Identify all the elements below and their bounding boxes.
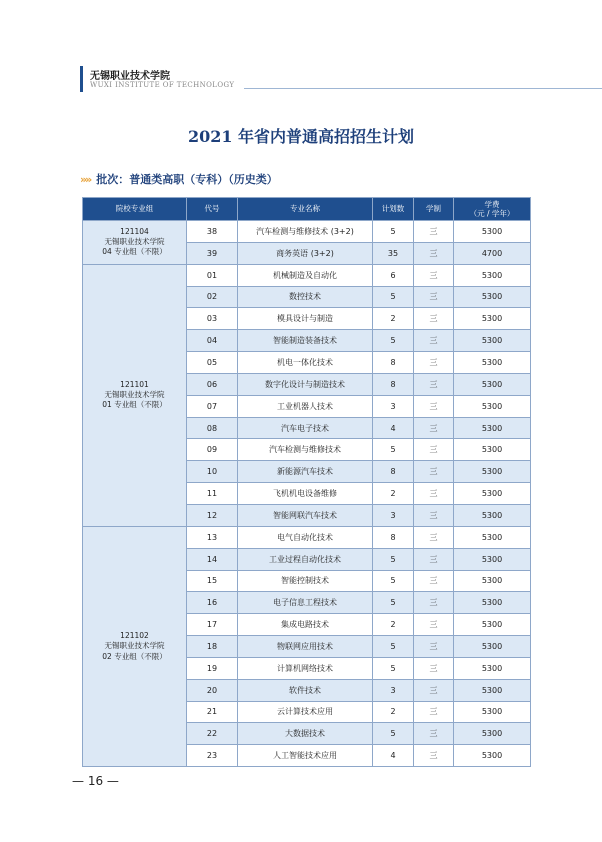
cell-fee: 5300 xyxy=(454,286,531,308)
cell-code: 11 xyxy=(187,483,238,505)
group-school: 无锡职业技术学院 xyxy=(104,390,165,400)
school-name-cn: 无锡职业技术学院 xyxy=(90,71,170,82)
cell-fee: 5300 xyxy=(454,614,531,636)
cell-name: 工业机器人技术 xyxy=(238,395,373,417)
group-cell xyxy=(83,526,187,766)
cell-code: 01 xyxy=(187,264,238,286)
cell-fee: 5300 xyxy=(454,548,531,570)
cell-code: 22 xyxy=(187,723,238,745)
cell-fee: 5300 xyxy=(454,636,531,658)
cell-name: 云计算技术应用 xyxy=(238,701,373,723)
cell-fee: 5300 xyxy=(454,701,531,723)
cell-years: 三 xyxy=(414,701,454,723)
group-school: 无锡职业技术学院 xyxy=(104,641,165,651)
cell-plan: 5 xyxy=(373,286,414,308)
cell-plan: 8 xyxy=(373,373,414,395)
cell-years: 三 xyxy=(414,330,454,352)
group-group: 04 专业组（不限） xyxy=(102,247,167,257)
cell-fee: 5300 xyxy=(454,330,531,352)
group-code: 121102 xyxy=(120,631,149,641)
cell-years: 三 xyxy=(414,417,454,439)
cell-name: 电子信息工程技术 xyxy=(238,592,373,614)
cell-years: 三 xyxy=(414,526,454,548)
page-title: 2021 年省内普通高招招生计划 xyxy=(187,127,415,146)
cell-fee: 5300 xyxy=(454,417,531,439)
cell-years: 三 xyxy=(414,308,454,330)
cell-code: 38 xyxy=(187,221,238,243)
cell-name: 模具设计与制造 xyxy=(238,308,373,330)
cell-years: 三 xyxy=(414,461,454,483)
cell-name: 汽车检测与维修技术 (3+2) xyxy=(238,221,373,243)
cell-plan: 3 xyxy=(373,395,414,417)
cell-plan: 8 xyxy=(373,526,414,548)
column-header: 专业名称 xyxy=(238,198,373,221)
cell-name: 工业过程自动化技术 xyxy=(238,548,373,570)
cell-code: 17 xyxy=(187,614,238,636)
page-number: — 16 — xyxy=(72,774,119,788)
table-row xyxy=(83,526,531,548)
cell-plan: 5 xyxy=(373,330,414,352)
cell-years: 三 xyxy=(414,723,454,745)
cell-fee: 5300 xyxy=(454,504,531,526)
school-name-en: WUXI INSTITUTE OF TECHNOLOGY xyxy=(90,81,235,89)
cell-name: 大数据技术 xyxy=(238,723,373,745)
cell-plan: 6 xyxy=(373,264,414,286)
cell-fee: 5300 xyxy=(454,679,531,701)
cell-code: 05 xyxy=(187,352,238,374)
group-school: 无锡职业技术学院 xyxy=(104,237,165,247)
cell-name: 软件技术 xyxy=(238,679,373,701)
cell-plan: 5 xyxy=(373,439,414,461)
batch-label: 批次：普通类高职（专科）（历史类） xyxy=(96,173,278,186)
cell-code: 16 xyxy=(187,592,238,614)
cell-name: 物联网应用技术 xyxy=(238,636,373,658)
cell-plan: 5 xyxy=(373,636,414,658)
cell-code: 18 xyxy=(187,636,238,658)
cell-name: 电气自动化技术 xyxy=(238,526,373,548)
cell-plan: 2 xyxy=(373,701,414,723)
cell-fee: 5300 xyxy=(454,308,531,330)
cell-fee: 5300 xyxy=(454,461,531,483)
group-cell xyxy=(83,221,187,265)
cell-fee: 4700 xyxy=(454,242,531,264)
cell-code: 20 xyxy=(187,679,238,701)
cell-years: 三 xyxy=(414,548,454,570)
cell-name: 商务英语 (3+2) xyxy=(238,242,373,264)
cell-years: 三 xyxy=(414,592,454,614)
cell-code: 23 xyxy=(187,745,238,767)
cell-plan: 5 xyxy=(373,657,414,679)
cell-fee: 5300 xyxy=(454,483,531,505)
cell-code: 07 xyxy=(187,395,238,417)
cell-fee: 5300 xyxy=(454,221,531,243)
cell-name: 飞机机电设备维修 xyxy=(238,483,373,505)
cell-fee: 5300 xyxy=(454,723,531,745)
cell-years: 三 xyxy=(414,636,454,658)
cell-fee: 5300 xyxy=(454,570,531,592)
cell-code: 12 xyxy=(187,504,238,526)
cell-fee: 5300 xyxy=(454,592,531,614)
column-header: 学制 xyxy=(414,198,454,221)
cell-years: 三 xyxy=(414,242,454,264)
cell-years: 三 xyxy=(414,439,454,461)
cell-plan: 5 xyxy=(373,723,414,745)
cell-code: 09 xyxy=(187,439,238,461)
cell-years: 三 xyxy=(414,679,454,701)
cell-code: 02 xyxy=(187,286,238,308)
cell-name: 智能控制技术 xyxy=(238,570,373,592)
cell-plan: 8 xyxy=(373,461,414,483)
cell-code: 21 xyxy=(187,701,238,723)
cell-name: 汽车检测与维修技术 xyxy=(238,439,373,461)
cell-years: 三 xyxy=(414,570,454,592)
group-code: 121101 xyxy=(120,380,149,390)
double-chevron-icon: »» xyxy=(80,172,91,186)
cell-fee: 5300 xyxy=(454,373,531,395)
cell-years: 三 xyxy=(414,264,454,286)
table-body xyxy=(83,221,531,767)
cell-name: 集成电路技术 xyxy=(238,614,373,636)
group-cell xyxy=(83,264,187,526)
cell-fee: 5300 xyxy=(454,657,531,679)
cell-fee: 5300 xyxy=(454,395,531,417)
cell-years: 三 xyxy=(414,504,454,526)
cell-code: 10 xyxy=(187,461,238,483)
header-accent-bar xyxy=(80,66,83,92)
table-header-row xyxy=(83,198,531,221)
cell-name: 智能制造装备技术 xyxy=(238,330,373,352)
cell-fee: 5300 xyxy=(454,352,531,374)
page-header xyxy=(80,66,520,92)
cell-plan: 3 xyxy=(373,504,414,526)
cell-plan: 4 xyxy=(373,745,414,767)
cell-years: 三 xyxy=(414,614,454,636)
cell-name: 计算机网络技术 xyxy=(238,657,373,679)
cell-name: 数控技术 xyxy=(238,286,373,308)
column-header: 代号 xyxy=(187,198,238,221)
cell-fee: 5300 xyxy=(454,264,531,286)
batch-heading xyxy=(80,171,278,187)
column-header: 院校专业组 xyxy=(83,198,187,221)
cell-plan: 3 xyxy=(373,679,414,701)
cell-plan: 8 xyxy=(373,352,414,374)
cell-years: 三 xyxy=(414,352,454,374)
cell-fee: 5300 xyxy=(454,439,531,461)
cell-fee: 5300 xyxy=(454,745,531,767)
cell-name: 数字化设计与制造技术 xyxy=(238,373,373,395)
cell-plan: 5 xyxy=(373,570,414,592)
cell-plan: 5 xyxy=(373,221,414,243)
cell-code: 04 xyxy=(187,330,238,352)
cell-plan: 2 xyxy=(373,483,414,505)
cell-code: 13 xyxy=(187,526,238,548)
cell-code: 19 xyxy=(187,657,238,679)
cell-fee: 5300 xyxy=(454,526,531,548)
cell-name: 机电一体化技术 xyxy=(238,352,373,374)
enrollment-plan-table xyxy=(82,197,531,767)
cell-code: 39 xyxy=(187,242,238,264)
cell-code: 06 xyxy=(187,373,238,395)
cell-years: 三 xyxy=(414,657,454,679)
cell-years: 三 xyxy=(414,745,454,767)
table-row xyxy=(83,264,531,286)
table-row xyxy=(83,221,531,243)
group-group: 02 专业组（不限） xyxy=(102,651,167,661)
cell-code: 08 xyxy=(187,417,238,439)
cell-name: 人工智能技术应用 xyxy=(238,745,373,767)
cell-years: 三 xyxy=(414,221,454,243)
cell-name: 新能源汽车技术 xyxy=(238,461,373,483)
cell-plan: 2 xyxy=(373,308,414,330)
cell-plan: 4 xyxy=(373,417,414,439)
cell-plan: 5 xyxy=(373,548,414,570)
column-header: 学费 （元 / 学年） xyxy=(454,198,531,221)
cell-plan: 2 xyxy=(373,614,414,636)
cell-name: 汽车电子技术 xyxy=(238,417,373,439)
cell-years: 三 xyxy=(414,286,454,308)
group-group: 01 专业组（不限） xyxy=(102,400,167,410)
group-code: 121104 xyxy=(120,227,149,237)
cell-name: 机械制造及自动化 xyxy=(238,264,373,286)
header-rule xyxy=(244,88,602,89)
cell-years: 三 xyxy=(414,395,454,417)
cell-name: 智能网联汽车技术 xyxy=(238,504,373,526)
cell-code: 15 xyxy=(187,570,238,592)
column-header: 计划数 xyxy=(373,198,414,221)
cell-code: 14 xyxy=(187,548,238,570)
cell-years: 三 xyxy=(414,373,454,395)
cell-years: 三 xyxy=(414,483,454,505)
cell-plan: 35 xyxy=(373,242,414,264)
cell-plan: 5 xyxy=(373,592,414,614)
cell-code: 03 xyxy=(187,308,238,330)
